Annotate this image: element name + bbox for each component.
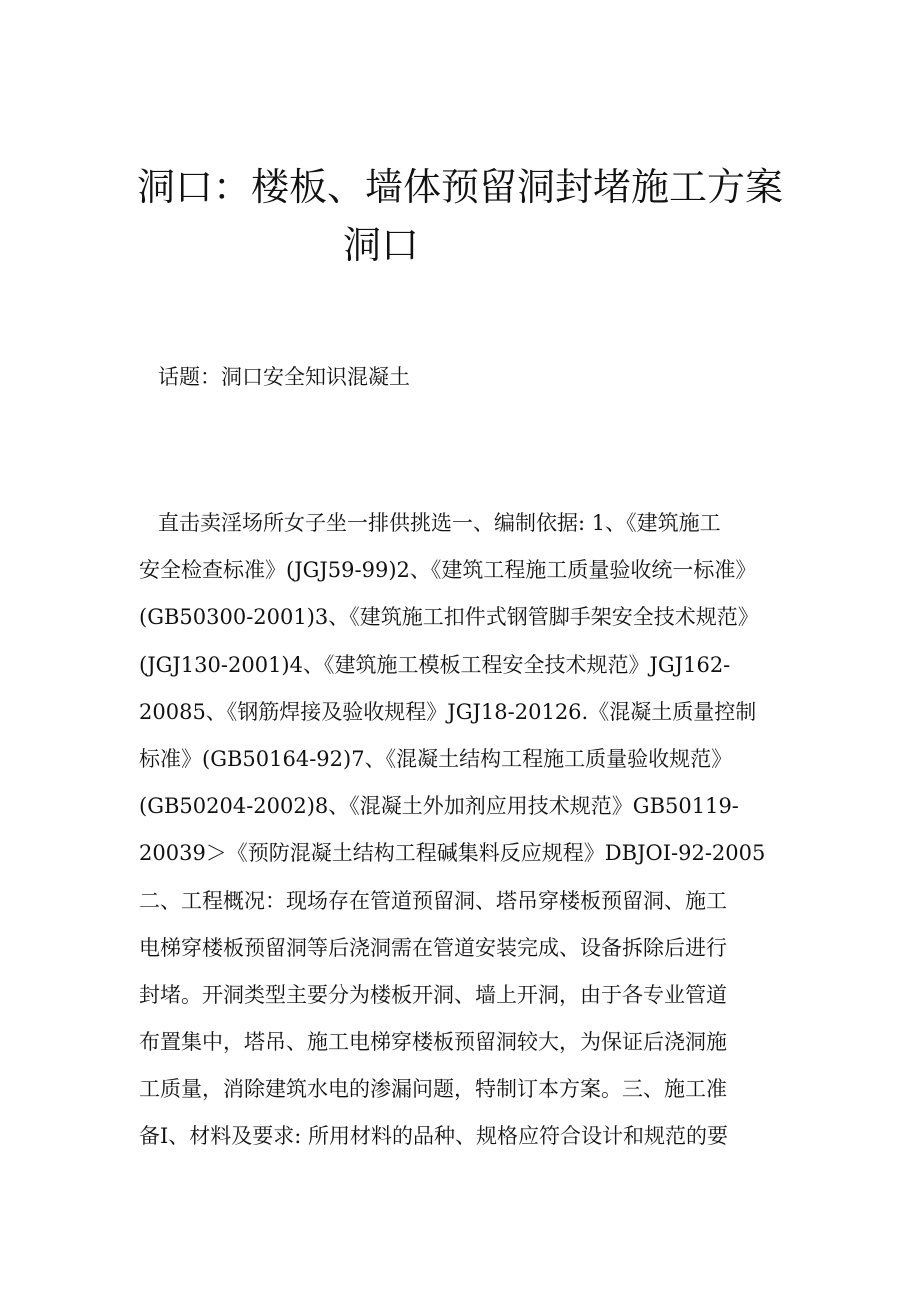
body-line: 电梯穿楼板预留洞等后浇洞需在管道安装完成、设备拆除后进行 <box>139 935 727 960</box>
body-line: (GB50300-2001)3、《建筑施工扣件式钢管脚手架安全技术规范》 <box>139 605 759 630</box>
body-line: (JGJ130-2001)4、《建筑施工模板工程安全技术规范》JGJ162- <box>139 652 731 677</box>
body-line: (GB50204-2002)8、《混凝土外加剂应用技术规范》GB50119- <box>139 794 739 819</box>
document-title-line-2: 洞口 <box>343 223 420 267</box>
body-line: 20085、《钢筋焊接及验收规程》JGJ18-20126.《混凝土质量控制 <box>139 699 757 724</box>
body-line: 标准》(GB50164-92)7、《混凝土结构工程施工质量验收规范》 <box>139 746 733 771</box>
body-line: 直击卖淫场所女子坐一排供挑选一、编制依据: 1、《建筑施工 <box>158 511 721 535</box>
document-title-line-1: 洞口：楼板、墙体预留洞封堵施工方案 <box>137 165 784 209</box>
body-line: 工质量，消除建筑水电的渗漏问题，特制订本方案。三、施工准 <box>139 1077 727 1102</box>
body-line: 20039＞《预防混凝土结构工程碱集料反应规程》DBJOI-92-2005 <box>139 841 766 866</box>
body-text <box>139 500 799 1161</box>
body-line: 封堵。开洞类型主要分为楼板开洞、墙上开洞，由于各专业管道 <box>139 982 727 1007</box>
body-line: 布置集中，塔吊、施工电梯穿楼板预留洞较大，为保证后浇洞施 <box>139 1030 727 1055</box>
topic-line: 话题：洞口安全知识混凝土 <box>158 365 410 389</box>
body-line: 备I、材料及要求: 所用材料的品种、规格应符合设计和规范的要 <box>139 1124 729 1149</box>
body-line: 二、工程概况：现场存在管道预留洞、塔吊穿楼板预留洞、施工 <box>139 888 727 913</box>
body-line: 安全检查标准》(JGJ59-99)2、《建筑工程施工质量验收统一标准》 <box>139 558 757 583</box>
